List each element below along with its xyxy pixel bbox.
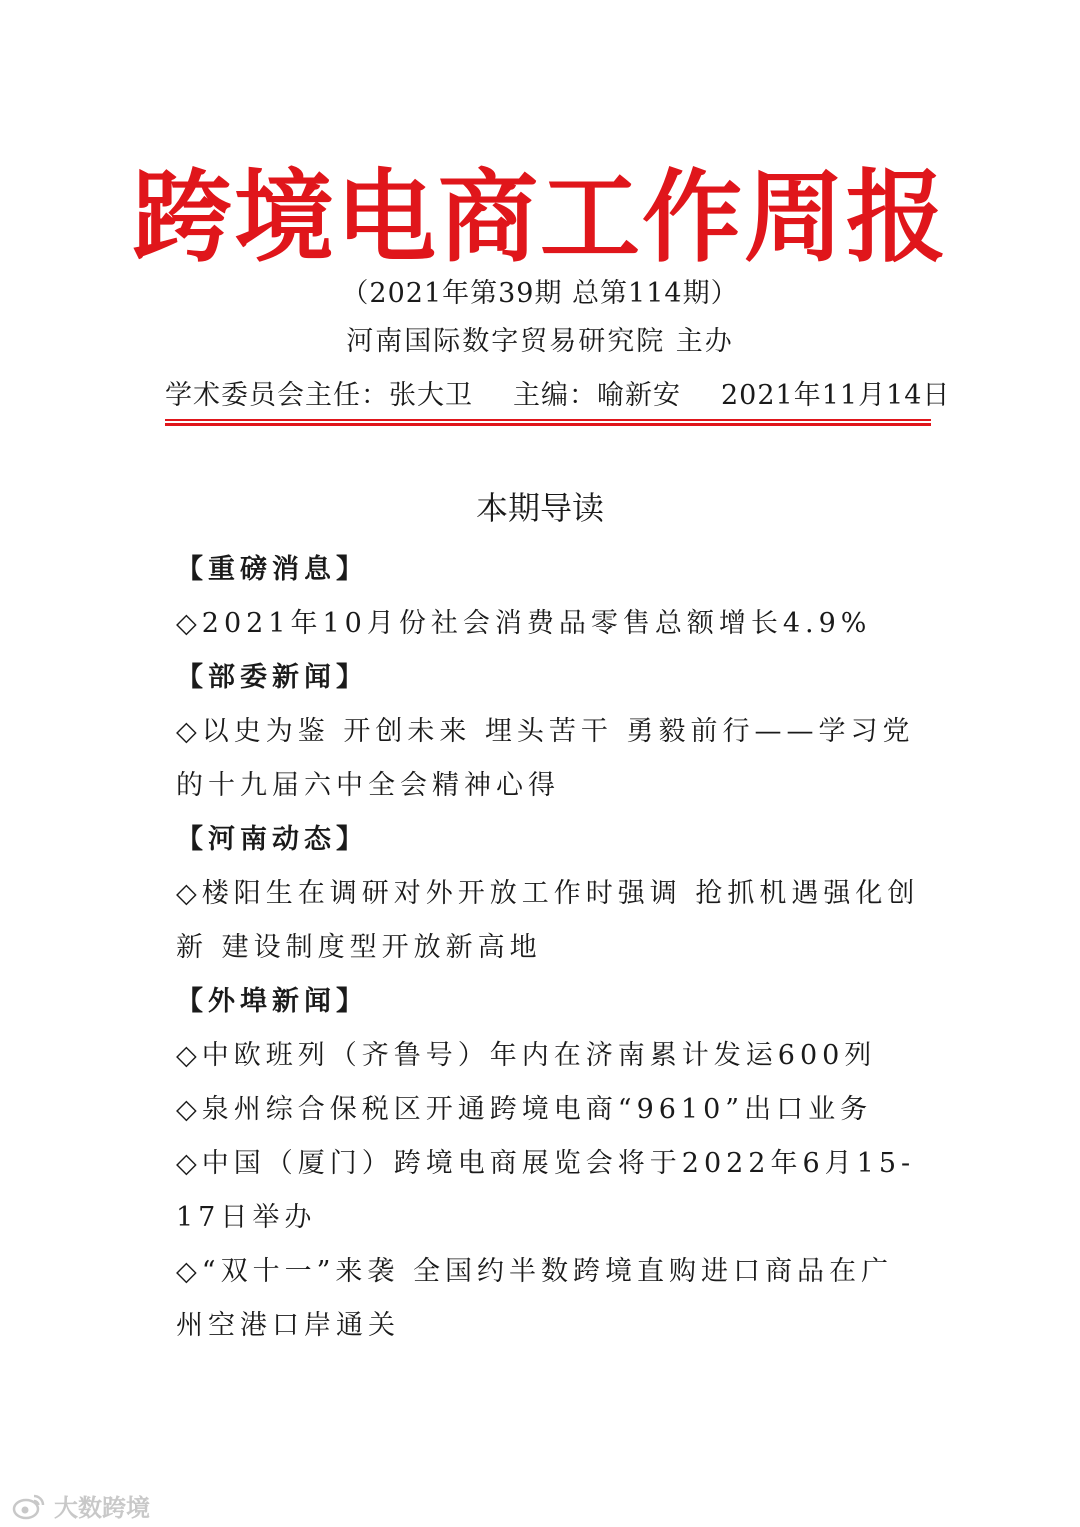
weibo-logo-icon: [12, 1492, 46, 1520]
watermark: [12, 1488, 150, 1523]
section-label-henan: 【河南动态】: [176, 824, 368, 855]
sponsor-line: 河南国际数字贸易研究院 主办: [346, 326, 734, 357]
issue-number: （2021年第39期 总第114期）: [341, 278, 739, 309]
toc-item[interactable]: ◇中国（厦门）跨境电商展览会将于2022年6月15-17日举办: [176, 1148, 916, 1233]
section-label-external: 【外埠新闻】: [176, 986, 368, 1017]
editor-line: [165, 374, 951, 418]
section-label-ministry: 【部委新闻】: [176, 662, 368, 693]
toc-item[interactable]: ◇泉州综合保税区开通跨境电商“9610”出口业务: [176, 1094, 873, 1125]
toc-item[interactable]: ◇2021年10月份社会消费品零售总额增长4.9%: [176, 608, 872, 639]
table-of-contents: [176, 543, 921, 1353]
toc-item[interactable]: ◇中欧班列（齐鲁号）年内在济南累计发运600列: [176, 1040, 877, 1071]
toc-item[interactable]: ◇以史为鉴 开创未来 埋头苦干 勇毅前行——学习党的十九届六中全会精神心得: [176, 716, 915, 801]
section-label-headline: 【重磅消息】: [176, 554, 368, 585]
header-rule-thick: [165, 423, 931, 426]
toc-item[interactable]: ◇楼阳生在调研对外开放工作时强调 抢抓机遇强化创新 建设制度型开放新高地: [176, 878, 920, 963]
issue-date: 2021年11月14日: [721, 380, 951, 411]
masthead-title: 跨境电商工作周报: [132, 159, 948, 276]
header-rule-thin: [165, 419, 931, 421]
watermark-text: 大数跨境: [54, 1494, 150, 1522]
chief-editor: 主编：喻新安: [513, 380, 681, 411]
committee-chair: 学术委员会主任：张大卫: [165, 380, 473, 411]
toc-heading: 本期导读: [475, 489, 604, 527]
toc-item[interactable]: ◇“双十一”来袭 全国约半数跨境直购进口商品在广州空港口岸通关: [176, 1256, 893, 1341]
